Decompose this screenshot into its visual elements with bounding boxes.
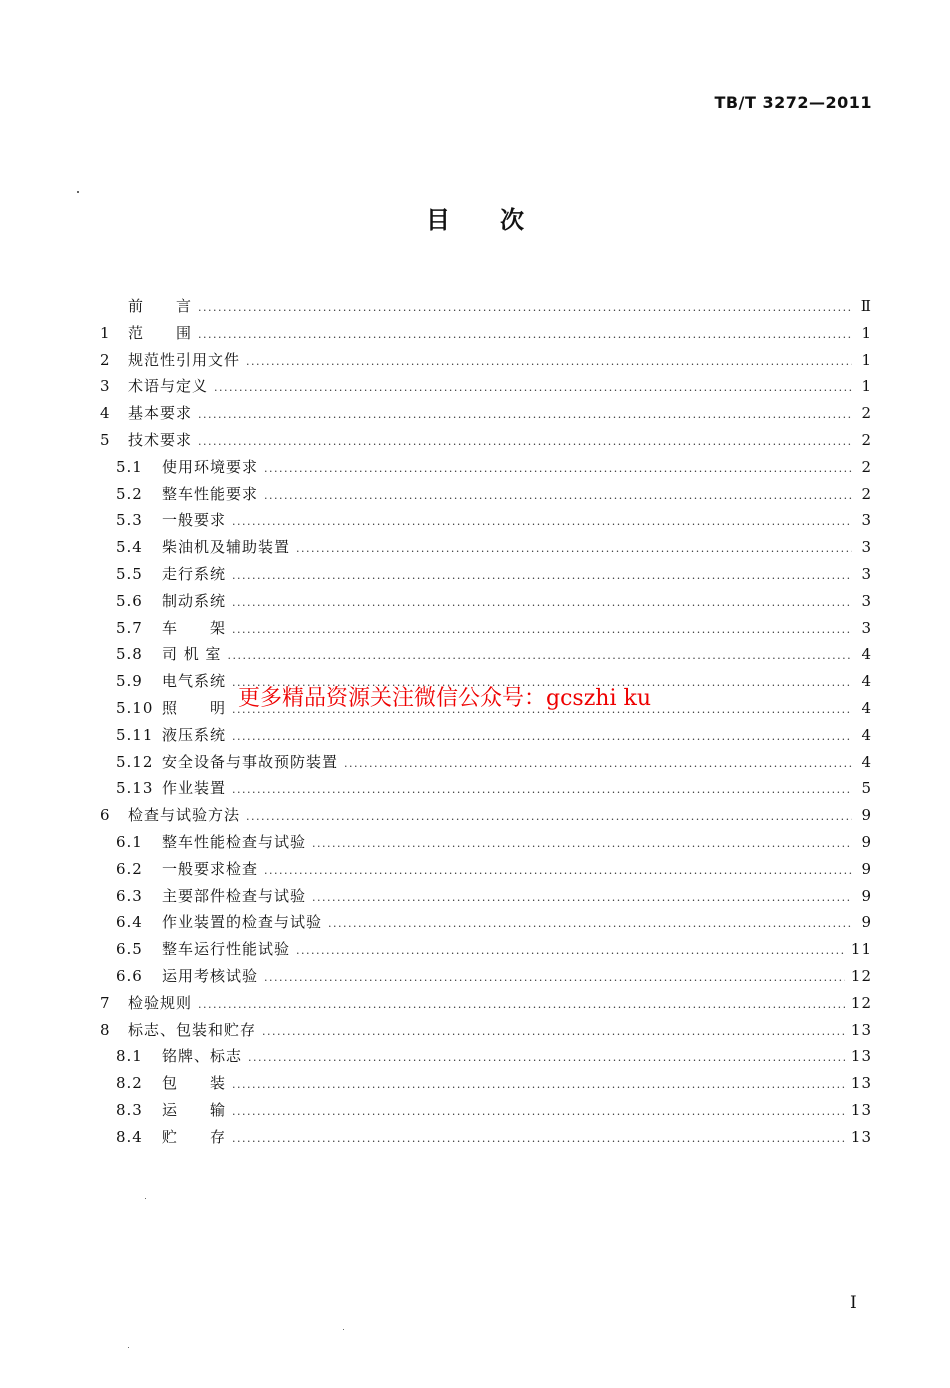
toc-entry-label: 检查与试验方法	[128, 806, 241, 825]
toc-entry	[100, 911, 872, 938]
toc-dot-leader	[296, 944, 845, 957]
toc-entry	[100, 965, 872, 992]
toc-dot-leader	[246, 355, 852, 368]
toc-entry	[100, 295, 872, 322]
toc-entry-label: 作业装置的检查与试验	[162, 913, 323, 932]
toc-entry-label: 柴油机及辅助装置	[162, 538, 291, 557]
toc-entry	[100, 456, 872, 483]
toc-entry-page: 3	[861, 511, 872, 530]
toc-entry	[100, 1126, 872, 1153]
toc-entry-page: 13	[850, 1020, 872, 1039]
toc-entry-label: 安全设备与事故预防装置	[162, 752, 339, 771]
toc-entry-number: 4	[100, 404, 111, 423]
toc-dot-leader	[232, 1132, 845, 1145]
toc-entry-page: 12	[850, 966, 872, 985]
toc-entry-number: 5.5	[116, 564, 143, 583]
toc-entry-page: 2	[861, 404, 872, 423]
toc-entry-label: 包 装	[162, 1074, 227, 1093]
toc-dot-leader	[248, 1051, 845, 1064]
standard-code: TB/T 3272—2011	[714, 93, 872, 112]
toc-entry-page: 4	[861, 645, 872, 664]
toc-dot-leader	[264, 864, 852, 877]
toc-entry	[100, 992, 872, 1019]
toc-entry-label: 术语与定义	[128, 377, 209, 396]
toc-entry-label: 范 围	[128, 323, 193, 342]
toc-entry	[100, 751, 872, 778]
toc-entry-number: 5.11	[116, 725, 154, 744]
toc-entry-page: 3	[861, 538, 872, 557]
toc-entry-page: 2	[861, 430, 872, 449]
toc-entry-label: 整车性能检查与试验	[162, 832, 307, 851]
toc-entry-page: Ⅱ	[860, 297, 872, 315]
scan-speck	[128, 1347, 129, 1348]
toc-entry-number: 7	[100, 993, 111, 1012]
toc-entry-number: 6.6	[116, 966, 143, 985]
toc-dot-leader	[246, 810, 852, 823]
toc-entry	[100, 1099, 872, 1126]
toc-dot-leader	[198, 435, 852, 448]
toc-entry	[100, 831, 872, 858]
toc-entry-number: 5.9	[116, 672, 143, 691]
toc-entry-label: 照 明	[162, 698, 227, 717]
toc-entry-label: 使用环境要求	[162, 457, 259, 476]
toc-entry	[100, 804, 872, 831]
toc-entry-page: 9	[861, 832, 872, 851]
toc-dot-leader	[328, 917, 852, 930]
toc-dot-leader	[198, 408, 852, 421]
toc-dot-leader	[262, 1025, 845, 1038]
toc-entry-page: 1	[861, 350, 872, 369]
toc-entry-page: 9	[861, 886, 872, 905]
toc-entry-number: 2	[100, 350, 111, 369]
toc-entry-number: 5	[100, 430, 111, 449]
toc-entry-page: 13	[850, 1100, 872, 1119]
toc-entry	[100, 509, 872, 536]
toc-entry	[100, 777, 872, 804]
toc-dot-leader	[312, 891, 852, 904]
toc-entry-label: 整车运行性能试验	[162, 940, 291, 959]
toc-dot-leader	[232, 1105, 845, 1118]
toc-entry-label: 铭牌、标志	[162, 1047, 243, 1066]
toc-entry-label: 车 架	[162, 618, 227, 637]
toc-entry-page: 1	[861, 377, 872, 396]
toc-dot-leader	[232, 515, 852, 528]
toc-entry-label: 贮 存	[162, 1127, 227, 1146]
toc-entry-number: 5.8	[116, 645, 143, 664]
toc-dot-leader	[264, 462, 852, 475]
toc-dot-leader	[264, 971, 845, 984]
watermark-text: 更多精品资源关注微信公众号：gcszhi ku	[238, 686, 651, 711]
toc-entry	[100, 375, 872, 402]
toc-entry	[100, 1045, 872, 1072]
toc-entry-number: 6.5	[116, 940, 143, 959]
toc-dot-leader	[296, 542, 852, 555]
toc-entry	[100, 483, 872, 510]
toc-entry-page: 11	[850, 940, 872, 959]
toc-entry	[100, 402, 872, 429]
toc-entry-page: 2	[861, 484, 872, 503]
toc-entry-label: 电气系统	[162, 672, 227, 691]
toc-entry-number: 3	[100, 377, 111, 396]
toc-entry-label: 走行系统	[162, 564, 227, 583]
toc-entry-label: 基本要求	[128, 404, 193, 423]
toc-entry	[100, 563, 872, 590]
toc-entry-label: 一般要求检查	[162, 859, 259, 878]
toc-entry-label: 整车性能要求	[162, 484, 259, 503]
toc-entry-page: 13	[850, 1074, 872, 1093]
toc-entry-label: 运用考核试验	[162, 966, 259, 985]
toc-entry-label: 作业装置	[162, 779, 227, 798]
toc-entry-number: 5.3	[116, 511, 143, 530]
toc-dot-leader	[344, 757, 852, 770]
toc-entry-page: 3	[861, 591, 872, 610]
toc-entry-label: 制动系统	[162, 591, 227, 610]
scan-speck	[145, 1198, 146, 1199]
toc-entry-number: 6.1	[116, 832, 143, 851]
toc-entry-number: 6.2	[116, 859, 143, 878]
toc-dot-leader	[232, 730, 852, 743]
toc-entry	[100, 1072, 872, 1099]
toc-entry-label: 检验规则	[128, 993, 193, 1012]
toc-entry-page: 4	[861, 698, 872, 717]
toc-dot-leader	[232, 783, 852, 796]
toc-entry-label: 运 输	[162, 1100, 227, 1119]
toc-entry	[100, 1019, 872, 1046]
toc-entry-number: 8.1	[116, 1047, 143, 1066]
toc-entry-page: 13	[850, 1047, 872, 1066]
toc-dot-leader	[232, 569, 852, 582]
toc-entry	[100, 858, 872, 885]
toc-entry-number: 5.12	[116, 752, 154, 771]
toc-entry-page: 1	[861, 323, 872, 342]
toc-entry-label: 技术要求	[128, 430, 193, 449]
toc-dot-leader	[232, 1078, 845, 1091]
toc-dot-leader	[214, 381, 852, 394]
toc-entry-number: 5.10	[116, 698, 154, 717]
toc-entry-number: 8.4	[116, 1127, 143, 1146]
toc-entry-number: 6.3	[116, 886, 143, 905]
toc-dot-leader	[198, 998, 845, 1011]
toc-dot-leader	[198, 328, 852, 341]
toc-entry-number: 5.1	[116, 457, 143, 476]
page-folio: I	[850, 1293, 857, 1313]
toc-entry-page: 4	[861, 752, 872, 771]
toc-dot-leader	[312, 837, 852, 850]
toc-entry-number: 8.2	[116, 1074, 143, 1093]
toc-entry-page: 9	[861, 806, 872, 825]
toc-entry-number: 5.13	[116, 779, 154, 798]
toc-entry-page: 2	[861, 457, 872, 476]
scan-speck	[77, 191, 79, 193]
toc-entry-number: 8.3	[116, 1100, 143, 1119]
toc-entry-page: 9	[861, 913, 872, 932]
toc-entry-number: 5.4	[116, 538, 143, 557]
toc-entry	[100, 885, 872, 912]
toc-entry-number: 5.6	[116, 591, 143, 610]
toc-entry-page: 13	[850, 1127, 872, 1146]
toc-entry-page: 4	[861, 725, 872, 744]
scan-speck	[343, 1329, 344, 1330]
toc-entry-label: 主要部件检查与试验	[162, 886, 307, 905]
table-of-contents	[100, 295, 872, 1153]
toc-entry	[100, 590, 872, 617]
toc-entry-page: 3	[861, 564, 872, 583]
toc-entry	[100, 429, 872, 456]
toc-entry	[100, 724, 872, 751]
toc-entry-number: 5.7	[116, 618, 143, 637]
page-title: 目次	[426, 206, 574, 234]
toc-entry-label: 前 言	[128, 297, 193, 315]
toc-entry-label: 液压系统	[162, 725, 227, 744]
toc-entry-label: 司 机 室	[162, 645, 222, 664]
toc-entry-label: 标志、包装和贮存	[128, 1020, 257, 1039]
toc-entry-number: 6.4	[116, 913, 143, 932]
toc-entry-page: 3	[861, 618, 872, 637]
toc-entry-number: 5.2	[116, 484, 143, 503]
toc-entry	[100, 536, 872, 563]
toc-entry	[100, 349, 872, 376]
toc-entry	[100, 643, 872, 670]
toc-entry-page: 4	[861, 672, 872, 691]
toc-dot-leader	[232, 596, 852, 609]
toc-entry	[100, 938, 872, 965]
toc-entry	[100, 322, 872, 349]
toc-entry-page: 9	[861, 859, 872, 878]
toc-entry	[100, 617, 872, 644]
toc-entry-label: 一般要求	[162, 511, 227, 530]
toc-entry-number: 1	[100, 323, 111, 342]
toc-entry-number: 6	[100, 806, 111, 825]
toc-dot-leader	[232, 623, 852, 636]
toc-dot-leader	[228, 649, 852, 662]
toc-dot-leader	[198, 301, 852, 314]
toc-entry-page: 12	[850, 993, 872, 1012]
toc-entry-page: 5	[861, 779, 872, 798]
toc-entry-label: 规范性引用文件	[128, 350, 241, 369]
toc-dot-leader	[264, 489, 852, 502]
toc-entry-number: 8	[100, 1020, 111, 1039]
